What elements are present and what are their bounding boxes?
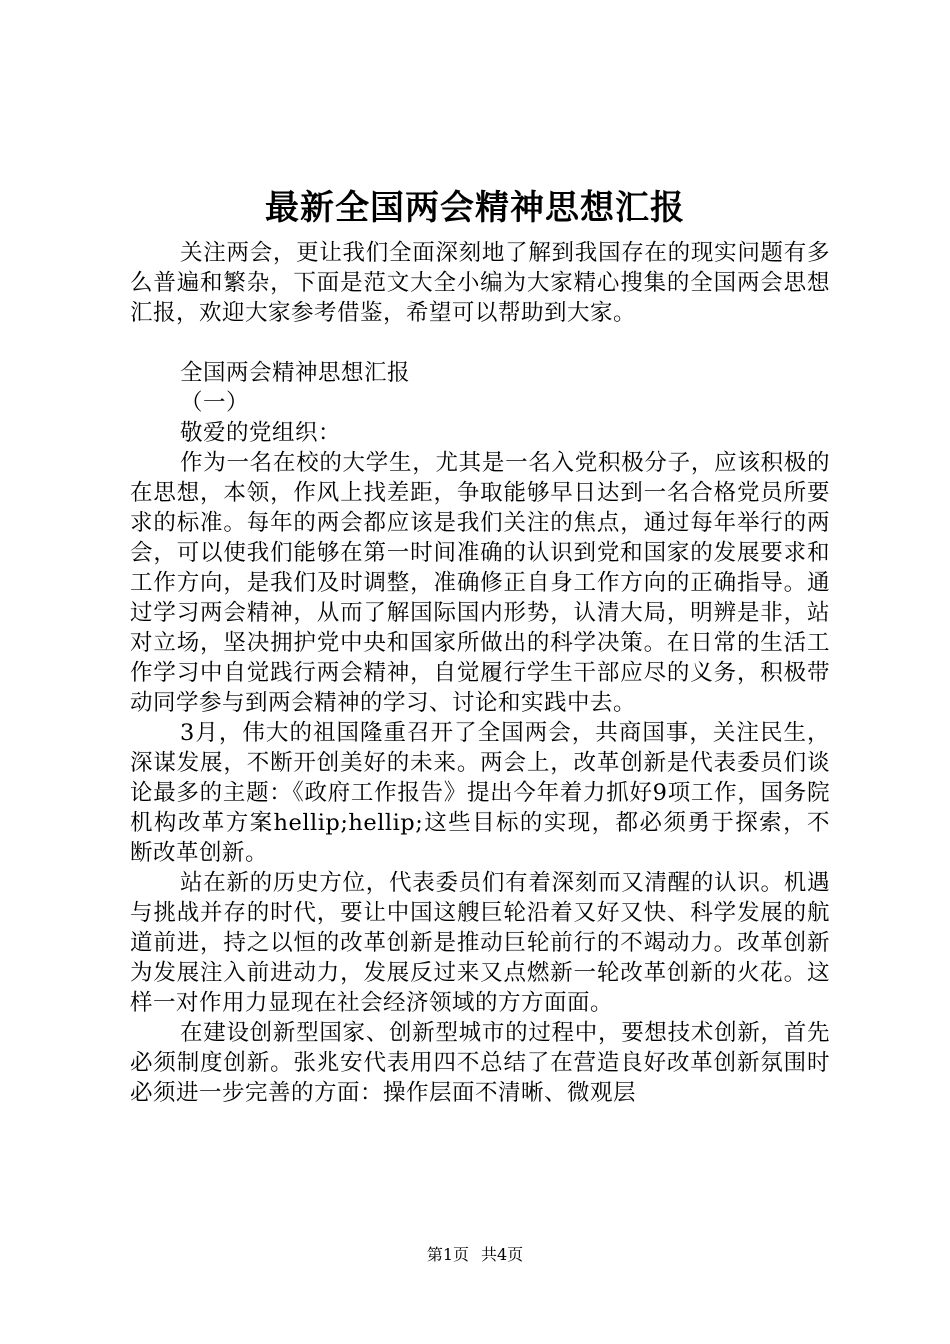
- section-label: （一）: [180, 390, 250, 416]
- blank-line: [130, 328, 830, 358]
- body-paragraph: 作为一名在校的大学生，尤其是一名入党积极分子，应该积极的在思想，本领，作风上找差距，争取能够早日达到一名合格党员所要求的标准。每年的两会都应该是我们关注的焦点，通过每年举行的两会，可以使我们能够在第一时间准确的认识到党和国家的发展要求和工作方向，是我们及时调整，准确修正自身工作方向的正确指导。通过学习两会精神，从而了解国际国内形势，认清大局，明辨是非，站对立场，坚决拥护党中央和国家所做出的科学决策。在日常的生活工作学习中自觉践行两会精神，自觉履行学生干部应尽的义务，积极带动同学参与到两会精神的学习、讨论和实践中去。: [130, 450, 830, 716]
- body-paragraph: 在建设创新型国家、创新型城市的过程中，要想技术创新，首先必须制度创新。张兆安代表用四不总结了在营造良好改革创新氛围时必须进一步完善的方面：操作层面不清晰、微观层: [130, 1020, 830, 1106]
- document-body: [130, 238, 830, 1108]
- subtitle-line: 全国两会精神思想汇报: [180, 360, 411, 386]
- body-paragraph: 站在新的历史方位，代表委员们有着深刻而又清醒的认识。机遇与挑战并存的时代，要让中国这艘巨轮沿着又好又快、科学发展的航道前进，持之以恒的改革创新是推动巨轮前行的不竭动力。改革创新为发展注入前进动力，发展反过来又点燃新一轮改革创新的火花。这样一对作用力显现在社会经济领域的方方面面。: [130, 870, 830, 1016]
- page-footer: [0, 1244, 950, 1266]
- body-paragraph: 3月，伟大的祖国隆重召开了全国两会，共商国事，关注民生，深谋发展，不断开创美好的未来。两会上，改革创新是代表委员们谈论最多的主题：《政府工作报告》提出今年着力抓好9项工作，国务院机构改革方案hellip;hellip;这些目标的实现，都必须勇于探索，不断改革创新。: [130, 720, 830, 866]
- page-total: 共4页: [481, 1245, 524, 1264]
- intro-paragraph: 关注两会，更让我们全面深刻地了解到我国存在的现实问题有多么普遍和繁杂，下面是范文大全小编为大家精心搜集的全国两会思想汇报，欢迎大家参考借鉴，希望可以帮助到大家。: [130, 240, 830, 326]
- document-title: 最新全国两会精神思想汇报: [265, 188, 685, 228]
- page-number: 第1页: [426, 1245, 469, 1264]
- salutation-line: 敬爱的党组织：: [180, 420, 342, 446]
